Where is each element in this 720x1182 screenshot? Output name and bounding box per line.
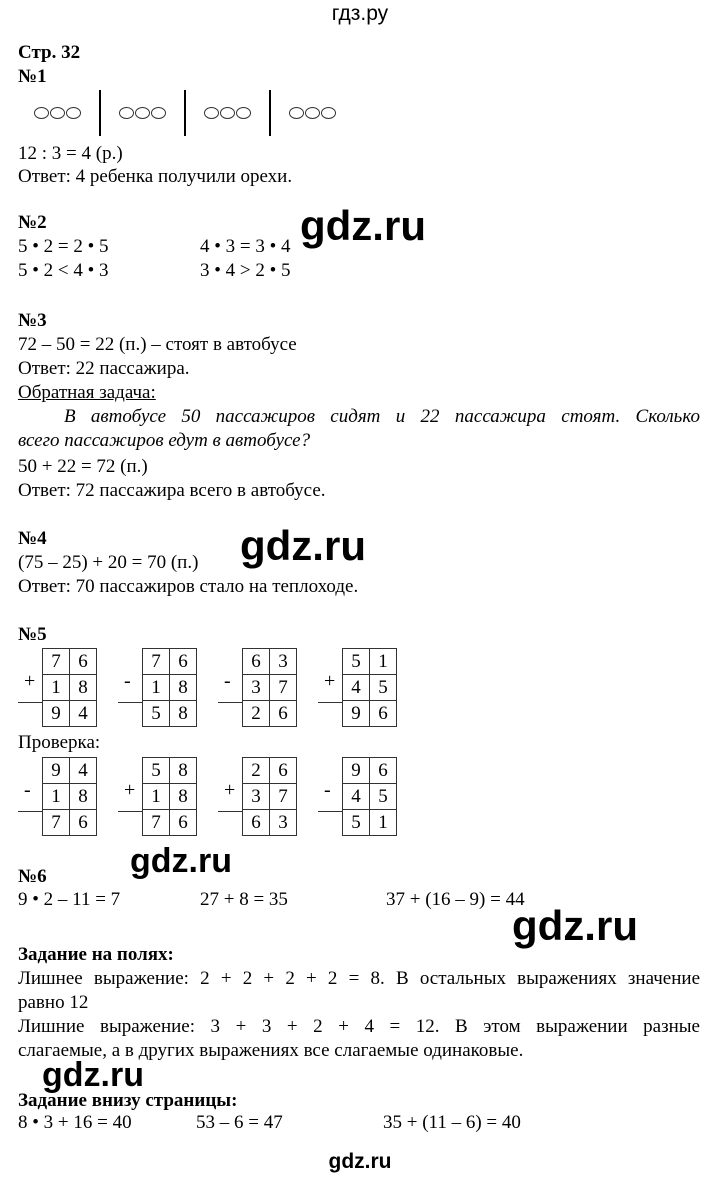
operator: +	[324, 670, 336, 692]
column-calculation	[18, 648, 102, 730]
task-3-equation-2: 50 + 22 = 72 (п.)	[18, 456, 148, 477]
page-number: Стр. 32	[18, 42, 81, 63]
result-row	[243, 810, 297, 836]
digit-cell: 5	[343, 810, 370, 836]
sum-line	[218, 811, 242, 812]
sum-line	[18, 811, 42, 812]
digit-cell: 3	[270, 649, 297, 675]
circle-group	[271, 107, 354, 119]
column-calculation	[218, 757, 302, 839]
operand-row	[243, 675, 297, 701]
circle-group	[16, 107, 99, 119]
operand-row	[143, 758, 197, 784]
operand-row	[343, 675, 397, 701]
bottom-task-b: 53 – 6 = 47	[196, 1112, 283, 1133]
nut-circle	[66, 107, 81, 119]
nut-circle	[305, 107, 320, 119]
digit-cell: 6	[270, 758, 297, 784]
digit-cell: 5	[370, 675, 397, 701]
operator: +	[24, 670, 36, 692]
task-1-answer: Ответ: 4 ребенка получили орехи.	[18, 166, 293, 187]
task-2-label: №2	[18, 212, 47, 233]
digit-cell: 1	[143, 784, 170, 810]
digit-cell: 6	[70, 810, 97, 836]
digit-cell: 8	[170, 701, 197, 727]
task-4-label: №4	[18, 528, 47, 549]
task-1-equation: 12 : 3 = 4 (р.)	[18, 143, 123, 164]
digit-cell: 1	[143, 675, 170, 701]
operand-row	[243, 758, 297, 784]
result-row	[43, 810, 97, 836]
digit-cell: 8	[170, 784, 197, 810]
result-row	[43, 701, 97, 727]
task-6-b: 27 + 8 = 35	[200, 889, 288, 910]
nut-circle	[289, 107, 304, 119]
nut-circle	[321, 107, 336, 119]
digit-cell: 9	[43, 701, 70, 727]
nut-circle	[135, 107, 150, 119]
result-row	[143, 701, 197, 727]
digit-cell: 3	[243, 675, 270, 701]
digit-cell: 6	[370, 701, 397, 727]
digit-cell: 6	[243, 810, 270, 836]
sum-line	[118, 811, 142, 812]
margin-task-p1-line2: равно 12	[18, 992, 89, 1013]
task-2-row1a: 5 • 2 = 2 • 5	[18, 236, 109, 257]
sum-line	[218, 702, 242, 703]
digit-cell: 5	[370, 784, 397, 810]
digit-cell: 5	[143, 758, 170, 784]
margin-task-p2-line2: слагаемые, а в других выражениях все слагаемые одинаковые.	[18, 1040, 524, 1061]
task-6-a: 9 • 2 – 11 = 7	[18, 889, 121, 910]
margin-task-p2-line1: Лишние выражение: 3 + 3 + 2 + 4 = 12. В этом выражении разные	[18, 1016, 700, 1037]
column-calculation	[18, 757, 102, 839]
operand-row	[43, 675, 97, 701]
digit-cell: 6	[243, 649, 270, 675]
bottom-task-title: Задание внизу страницы:	[18, 1090, 238, 1111]
margin-task-p1-line1: Лишнее выражение: 2 + 2 + 2 + 2 = 8. В остальных выражениях значение	[18, 968, 700, 989]
watermark: gdz.ru	[130, 842, 232, 880]
operator: -	[324, 779, 331, 801]
digit-cell: 7	[143, 649, 170, 675]
operator: +	[124, 779, 136, 801]
digit-grid	[142, 757, 197, 836]
operator: -	[224, 670, 231, 692]
digit-cell: 7	[43, 649, 70, 675]
digit-cell: 4	[343, 675, 370, 701]
digit-cell: 6	[370, 758, 397, 784]
nut-circle	[204, 107, 219, 119]
operand-row	[143, 675, 197, 701]
operand-row	[243, 649, 297, 675]
digit-cell: 3	[270, 810, 297, 836]
digit-grid	[342, 757, 397, 836]
digit-cell: 8	[170, 675, 197, 701]
circle-group	[101, 107, 184, 119]
digit-cell: 6	[70, 649, 97, 675]
operator: +	[224, 779, 236, 801]
digit-cell: 2	[243, 758, 270, 784]
digit-cell: 6	[170, 810, 197, 836]
circle-groups	[16, 90, 354, 136]
nut-circle	[220, 107, 235, 119]
column-calculation	[118, 757, 202, 839]
task-3-answer-2: Ответ: 72 пассажира всего в автобусе.	[18, 480, 326, 501]
digit-cell: 8	[70, 784, 97, 810]
task-5-label: №5	[18, 624, 47, 645]
digit-cell: 1	[43, 784, 70, 810]
operator: -	[24, 779, 31, 801]
watermark: gdz.ru	[300, 202, 426, 249]
column-calculation	[218, 648, 302, 730]
reverse-task-title: Обратная задача:	[18, 382, 156, 403]
nut-circle	[236, 107, 251, 119]
task-2-row2a: 5 • 2 < 4 • 3	[18, 260, 109, 281]
result-row	[243, 701, 297, 727]
digit-cell: 2	[243, 701, 270, 727]
task-6-label: №6	[18, 866, 47, 887]
digit-cell: 4	[70, 701, 97, 727]
check-label: Проверка:	[18, 732, 101, 753]
circle-group	[186, 107, 269, 119]
operator: -	[124, 670, 131, 692]
digit-cell: 5	[343, 649, 370, 675]
watermark: gdz.ru	[512, 902, 638, 949]
digit-cell: 7	[270, 784, 297, 810]
digit-cell: 8	[70, 675, 97, 701]
digit-cell: 9	[343, 701, 370, 727]
nut-circle	[50, 107, 65, 119]
digit-grid	[42, 648, 97, 727]
sum-line	[318, 811, 342, 812]
bottom-task-a: 8 • 3 + 16 = 40	[18, 1112, 132, 1133]
site-footer: gdz.ru	[328, 1150, 392, 1173]
task-4-answer: Ответ: 70 пассажиров стало на теплоходе.	[18, 576, 359, 597]
sum-line	[18, 702, 42, 703]
column-calculation	[318, 648, 402, 730]
operand-row	[243, 784, 297, 810]
digit-cell: 9	[43, 758, 70, 784]
column-calculation	[318, 757, 402, 839]
digit-grid	[142, 648, 197, 727]
result-row	[343, 701, 397, 727]
digit-cell: 1	[370, 810, 397, 836]
operand-row	[343, 784, 397, 810]
digit-cell: 5	[143, 701, 170, 727]
digit-cell: 7	[270, 675, 297, 701]
result-row	[143, 810, 197, 836]
digit-grid	[242, 757, 297, 836]
digit-cell: 3	[243, 784, 270, 810]
reverse-task-line1: В автобусе 50 пассажиров сидят и 22 пассажира стоят. Сколько	[64, 406, 700, 427]
sum-line	[318, 702, 342, 703]
task-3-equation: 72 – 50 = 22 (п.) – стоят в автобусе	[18, 334, 297, 355]
operand-row	[43, 784, 97, 810]
operand-row	[43, 758, 97, 784]
nut-circle	[34, 107, 49, 119]
site-header: гдз.ру	[331, 2, 389, 25]
column-calculation	[118, 648, 202, 730]
margin-task-title: Задание на полях:	[18, 944, 174, 965]
task-3-label: №3	[18, 310, 47, 331]
task-1-label: №1	[18, 66, 47, 87]
digit-cell: 7	[143, 810, 170, 836]
digit-cell: 6	[170, 649, 197, 675]
digit-cell: 6	[270, 701, 297, 727]
operand-row	[143, 784, 197, 810]
task-6-c: 37 + (16 – 9) = 44	[386, 889, 525, 910]
task-2-row1b: 4 • 3 = 3 • 4	[200, 236, 291, 257]
digit-cell: 4	[343, 784, 370, 810]
digit-grid	[342, 648, 397, 727]
task-4-equation: (75 – 25) + 20 = 70 (п.)	[18, 552, 199, 573]
digit-cell: 4	[70, 758, 97, 784]
bottom-task-c: 35 + (11 – 6) = 40	[383, 1112, 521, 1133]
task-2-row2b: 3 • 4 > 2 • 5	[200, 260, 291, 281]
digit-grid	[242, 648, 297, 727]
digit-cell: 1	[43, 675, 70, 701]
task-3-answer: Ответ: 22 пассажира.	[18, 358, 190, 379]
digit-cell: 9	[343, 758, 370, 784]
operand-row	[43, 649, 97, 675]
operand-row	[343, 649, 397, 675]
result-row	[343, 810, 397, 836]
reverse-task-line2: всего пассажиров едут в автобусе?	[18, 430, 311, 451]
nut-circle	[119, 107, 134, 119]
watermark: gdz.ru	[42, 1056, 144, 1094]
digit-cell: 8	[170, 758, 197, 784]
operand-row	[343, 758, 397, 784]
digit-cell: 7	[43, 810, 70, 836]
nut-circle	[151, 107, 166, 119]
digit-cell: 1	[370, 649, 397, 675]
sum-line	[118, 702, 142, 703]
digit-grid	[42, 757, 97, 836]
operand-row	[143, 649, 197, 675]
watermark: gdz.ru	[240, 522, 366, 569]
